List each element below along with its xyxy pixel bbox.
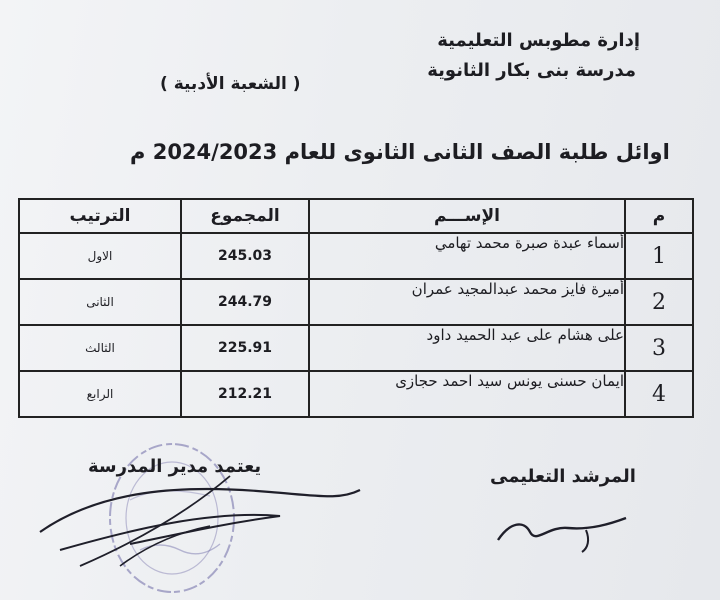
row-num: 4 [625, 371, 693, 417]
row-num: 1 [625, 233, 693, 279]
row-total: 225.91 [181, 325, 309, 371]
row-total: 244.79 [181, 279, 309, 325]
table-row [19, 233, 693, 279]
row-num: 2 [625, 279, 693, 325]
row-num: 3 [625, 325, 693, 371]
row-name: ايمان حسنى يونس سيد احمد حجازى [309, 371, 625, 417]
row-rank: الثانى [19, 279, 181, 325]
table-row [19, 371, 693, 417]
document-title: اوائل طلبة الصف الثانى الثانوى للعام 2024/2023 م [130, 140, 670, 164]
row-total: 245.03 [181, 233, 309, 279]
row-total: 212.21 [181, 371, 309, 417]
branch-label: ( الشعبة الأدبية ) [160, 74, 301, 94]
header-name: الإســـم [309, 199, 625, 233]
results-table [18, 198, 694, 418]
row-name: أسماء عبدة صبرة محمد تهامي [309, 233, 625, 279]
counselor-label: المرشد التعليمى [490, 466, 636, 487]
administration-name: إدارة مطوبس التعليمية [437, 30, 640, 51]
school-name: مدرسة بنى بكار الثانوية [427, 60, 636, 81]
table-row [19, 279, 693, 325]
header-total: المجموع [181, 199, 309, 233]
row-rank: الثالث [19, 325, 181, 371]
principal-signature-icon [20, 470, 370, 580]
row-rank: الاول [19, 233, 181, 279]
counselor-signature-icon [490, 500, 640, 560]
table-header-row [19, 199, 693, 233]
header-num: م [625, 199, 693, 233]
row-name: أميرة فايز محمد عبدالمجيد عمران [309, 279, 625, 325]
header-rank: الترتيب [19, 199, 181, 233]
principal-label: يعتمد مدير المدرسة [88, 456, 262, 477]
table-row [19, 325, 693, 371]
row-name: على هشام على عبد الحميد داود [309, 325, 625, 371]
row-rank: الرابع [19, 371, 181, 417]
